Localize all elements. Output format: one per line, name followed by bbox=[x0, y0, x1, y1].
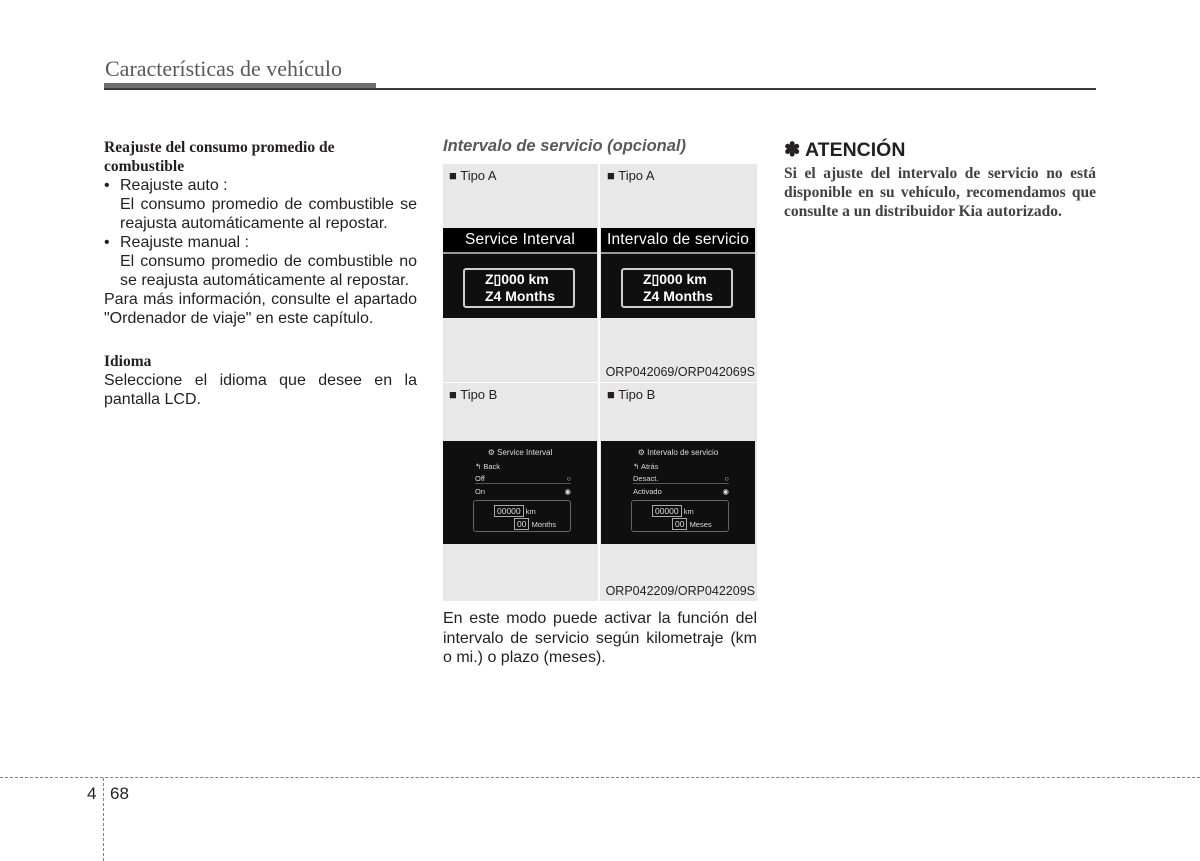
radio-selected-icon: ◉ bbox=[564, 487, 571, 496]
lcd-time-row bbox=[672, 518, 712, 530]
lcd-off-label: Desact. bbox=[633, 474, 659, 483]
caution-body: Si el ajuste del intervalo de servicio no está disponible en su vehículo, recomendamos que consulte a un distribuidor Kia autorizado. bbox=[784, 165, 1096, 220]
lcd-time-row bbox=[514, 518, 556, 530]
lcd-months-value: Z4 Months bbox=[485, 288, 555, 304]
lcd-title: ⚙ Intervalo de servicio bbox=[637, 448, 719, 457]
middle-column bbox=[443, 137, 757, 668]
bullet-auto-label: Reajuste auto : bbox=[120, 177, 228, 194]
right-column bbox=[784, 138, 1096, 221]
lcd-back-label: Back bbox=[483, 462, 501, 471]
figure-label: ■ Tipo B bbox=[449, 387, 498, 402]
figure-divider bbox=[598, 164, 600, 382]
lcd-screen bbox=[443, 228, 597, 318]
caution-title: ✽ ATENCIÓN bbox=[784, 139, 906, 161]
lcd-on-label: On bbox=[475, 487, 486, 496]
figure-type-b bbox=[443, 382, 757, 601]
lcd-on-row bbox=[633, 487, 729, 496]
lcd-km-value: Z▯000 km bbox=[485, 271, 549, 287]
lcd-months-value: Z4 Months bbox=[643, 288, 713, 304]
lcd-back-row: ↰ Back bbox=[475, 462, 501, 471]
lcd-title: Service Interval bbox=[443, 228, 597, 254]
lcd-km-row bbox=[494, 505, 536, 517]
km-digits: 00000 bbox=[494, 505, 524, 517]
lcd-off-row bbox=[475, 474, 571, 484]
time-digits: 00 bbox=[672, 518, 687, 530]
radio-empty-icon: ○ bbox=[566, 474, 571, 483]
figure-code: ORP042209/ORP042209S bbox=[605, 584, 755, 598]
lcd-screen bbox=[443, 441, 597, 544]
figure-label: ■ Tipo B bbox=[607, 387, 656, 402]
lcd-screen bbox=[601, 228, 755, 318]
lcd-back-row: ↰ Atrás bbox=[633, 462, 659, 471]
lcd-on-label: Activado bbox=[633, 487, 662, 496]
radio-empty-icon: ○ bbox=[724, 474, 729, 483]
figure-label: ■ Tipo A bbox=[449, 168, 497, 183]
time-digits: 00 bbox=[514, 518, 529, 530]
lcd-title-text: Service Interval bbox=[497, 448, 553, 457]
lcd-km-row bbox=[652, 505, 694, 517]
lcd-on-row bbox=[475, 487, 571, 496]
figure-type-a bbox=[443, 164, 757, 382]
bullet-manual-text: El consumo promedio de combustible no se reajusta automáticamente al repostar. bbox=[120, 253, 417, 289]
bullet-auto-text: El consumo promedio de combustible se reajusta automáticamente al repostar. bbox=[120, 196, 417, 232]
service-interval-text: En este modo puede activar la función del intervalo de servicio según kilometraje (km o mi.) o plazo (meses). bbox=[443, 610, 757, 666]
lcd-back-label: Atrás bbox=[640, 462, 659, 471]
figure-label: ■ Tipo A bbox=[607, 168, 655, 183]
bullet-dot: • bbox=[104, 234, 110, 251]
km-unit: km bbox=[525, 507, 536, 516]
footer-vertical-rule bbox=[103, 778, 104, 861]
section-title-fuel-reset: Reajuste del consumo promedio de combustible bbox=[104, 139, 335, 175]
lcd-interval-box bbox=[631, 500, 729, 532]
lcd-value-box bbox=[463, 268, 575, 308]
lcd-title-text: Intervalo de servicio bbox=[647, 448, 719, 457]
section-title-language: Idioma bbox=[104, 353, 152, 370]
lcd-title: ⚙ Service Interval bbox=[487, 448, 553, 457]
service-interval-heading: Intervalo de servicio (opcional) bbox=[443, 137, 686, 155]
figure-code: ORP042069/ORP042069S bbox=[605, 365, 755, 379]
lcd-km-value: Z▯000 km bbox=[643, 271, 707, 287]
figure-divider bbox=[598, 383, 600, 601]
left-column bbox=[104, 138, 417, 409]
lcd-screen bbox=[601, 441, 755, 544]
more-info-paragraph: Para más información, consulte el apartado "Ordenador de viaje" en este capítulo. bbox=[104, 291, 417, 327]
radio-selected-icon: ◉ bbox=[722, 487, 729, 496]
lcd-off-label: Off bbox=[475, 474, 485, 483]
time-unit: Months bbox=[531, 520, 557, 529]
page-number: 68 bbox=[110, 784, 129, 803]
km-unit: km bbox=[683, 507, 694, 516]
footer-rule bbox=[0, 777, 1200, 778]
header-rule bbox=[104, 88, 1096, 90]
bullet-manual-label: Reajuste manual : bbox=[120, 234, 249, 251]
language-text: Seleccione el idioma que desee en la pantalla LCD. bbox=[104, 372, 417, 408]
running-header: Características de vehículo bbox=[105, 56, 343, 81]
time-unit: Meses bbox=[689, 520, 712, 529]
chapter-number: 4 bbox=[87, 784, 97, 803]
lcd-interval-box bbox=[473, 500, 571, 532]
lcd-value-box bbox=[621, 268, 733, 308]
km-digits: 00000 bbox=[652, 505, 682, 517]
lcd-title: Intervalo de servicio bbox=[601, 228, 755, 254]
lcd-off-row bbox=[633, 474, 729, 484]
bullet-manual bbox=[104, 233, 417, 252]
bullet-auto bbox=[104, 176, 417, 195]
bullet-dot: • bbox=[104, 177, 110, 194]
